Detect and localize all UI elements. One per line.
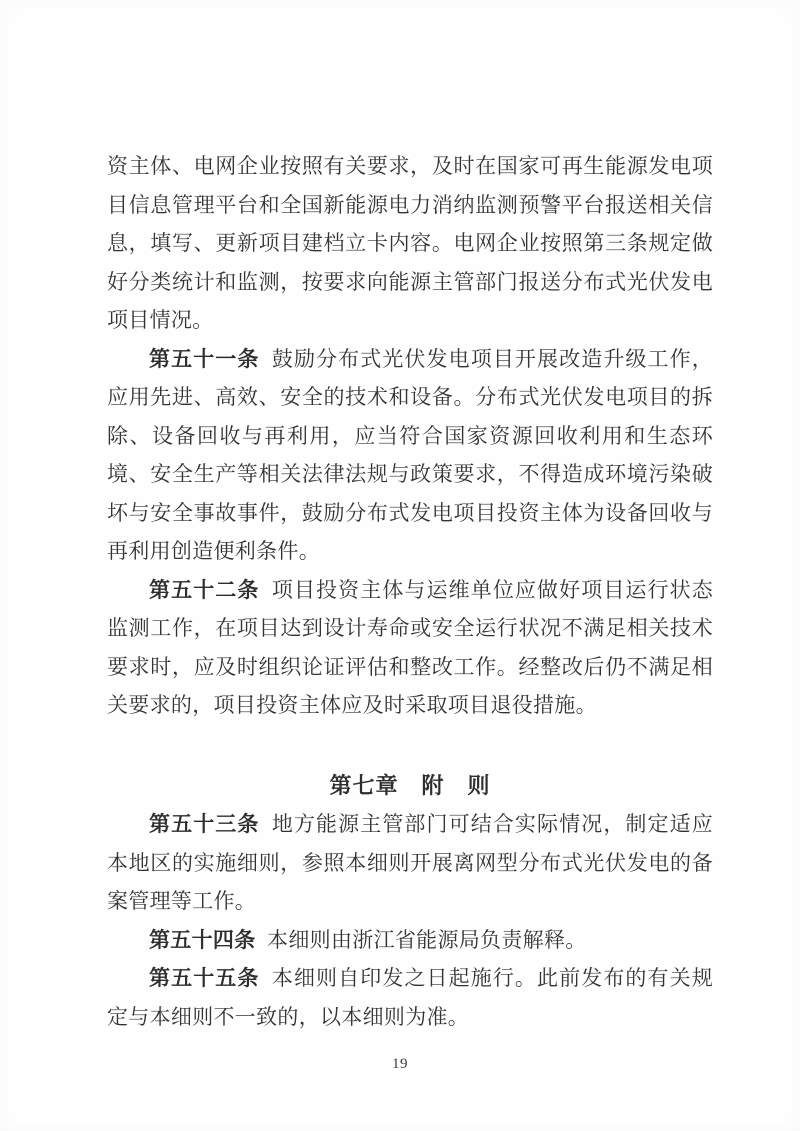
article-text: 本细则由浙江省能源局负责解释。 (267, 927, 587, 952)
article-label: 第五十四条 (149, 927, 256, 952)
article-label: 第五十一条 (149, 346, 260, 371)
article-text: 项目投资主体与运维单位应做好项目运行状态监测工作，在项目达到设计寿命或安全运行状况不满足相关技术要求时，应及时组织论证评估和整改工作。经整改后仍不满足相关要求的，项目投资主体应及时采取项目退役措施。 (107, 577, 714, 717)
chapter-heading: 第七章 附 则 (329, 772, 491, 798)
paragraph-text: 资主体、电网企业按照有关要求，及时在国家可再生能源发电项目信息管理平台和全国新能源电力消纳监测预警平台报送相关信息，填写、更新项目建档立卡内容。电网企业按照第三条规定做好分类统计和监测，按要求向能源主管部门报送分布式光伏发电项目情况。 (107, 154, 713, 332)
paragraph-continuation (107, 147, 713, 340)
document-content (107, 147, 713, 1036)
page-number: 19 (392, 1056, 408, 1072)
article-paragraph (107, 340, 713, 571)
article-label: 第五十二条 (149, 577, 260, 602)
article-text: 鼓励分布式光伏发电项目开展改造升级工作，应用先进、高效、安全的技术和设备。分布式光伏发电项目的拆除、设备回收与再利用，应当符合国家资源回收利用和生态环境、安全生产等相关法律法规与政策要求，不得造成环境污染破坏与安全事故事件，鼓励分布式发电项目投资主体为设备回收与再利用创造便利条件。 (107, 346, 714, 563)
article-text: 本细则自印发之日起施行。此前发布的有关规定与本细则不一致的，以本细则为准。 (107, 966, 714, 1029)
article-paragraph (107, 805, 713, 921)
article-text: 地方能源主管部门可结合实际情况，制定适应本地区的实施细则，参照本细则开展离网型分布式光伏发电的备案管理等工作。 (107, 812, 714, 913)
article-label: 第五十三条 (149, 812, 260, 836)
article-paragraph (107, 959, 713, 1036)
article-paragraph (107, 921, 713, 960)
article-paragraph (107, 571, 713, 725)
article-label: 第五十五条 (149, 966, 260, 990)
